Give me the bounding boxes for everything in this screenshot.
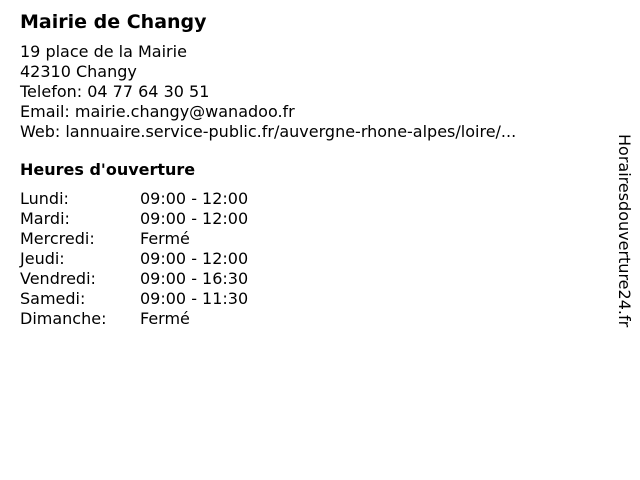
city-line: 42310 Changy [20,62,137,81]
web-line[interactable]: Web: lannuaire.service-public.fr/auvergne-rhone-alpes/loire/... [20,122,517,141]
business-card [20,10,600,329]
address-block [20,42,600,142]
day-label: Samedi: [20,289,86,308]
street-address: 19 place de la Mairie [20,42,187,61]
hours-row-saturday [20,289,600,309]
day-label: Dimanche: [20,309,107,328]
time-value: 09:00 - 12:00 [140,249,249,268]
hours-table [20,189,600,329]
day-label: Mardi: [20,209,70,228]
phone-line[interactable]: Telefon: 04 77 64 30 51 [20,82,210,101]
hours-row-monday [20,189,600,209]
day-label: Mercredi: [20,229,95,248]
time-value: Fermé [140,309,190,328]
time-value: 09:00 - 12:00 [140,209,249,228]
hours-row-thursday [20,249,600,269]
email-line[interactable]: Email: mairie.changy@wanadoo.fr [20,102,295,121]
hours-row-wednesday [20,229,600,249]
hours-row-sunday [20,309,600,329]
day-label: Vendredi: [20,269,96,288]
time-value: 09:00 - 11:30 [140,289,249,308]
site-watermark-label: Horairesdouverture24.fr [615,134,634,328]
hours-row-tuesday [20,209,600,229]
page-title: Mairie de Changy [20,11,207,33]
time-value: Fermé [140,229,190,248]
day-label: Jeudi: [20,249,65,268]
day-label: Lundi: [20,189,69,208]
time-value: 09:00 - 16:30 [140,269,249,288]
hours-heading: Heures d'ouverture [20,160,196,179]
time-value: 09:00 - 12:00 [140,189,249,208]
hours-row-friday [20,269,600,289]
